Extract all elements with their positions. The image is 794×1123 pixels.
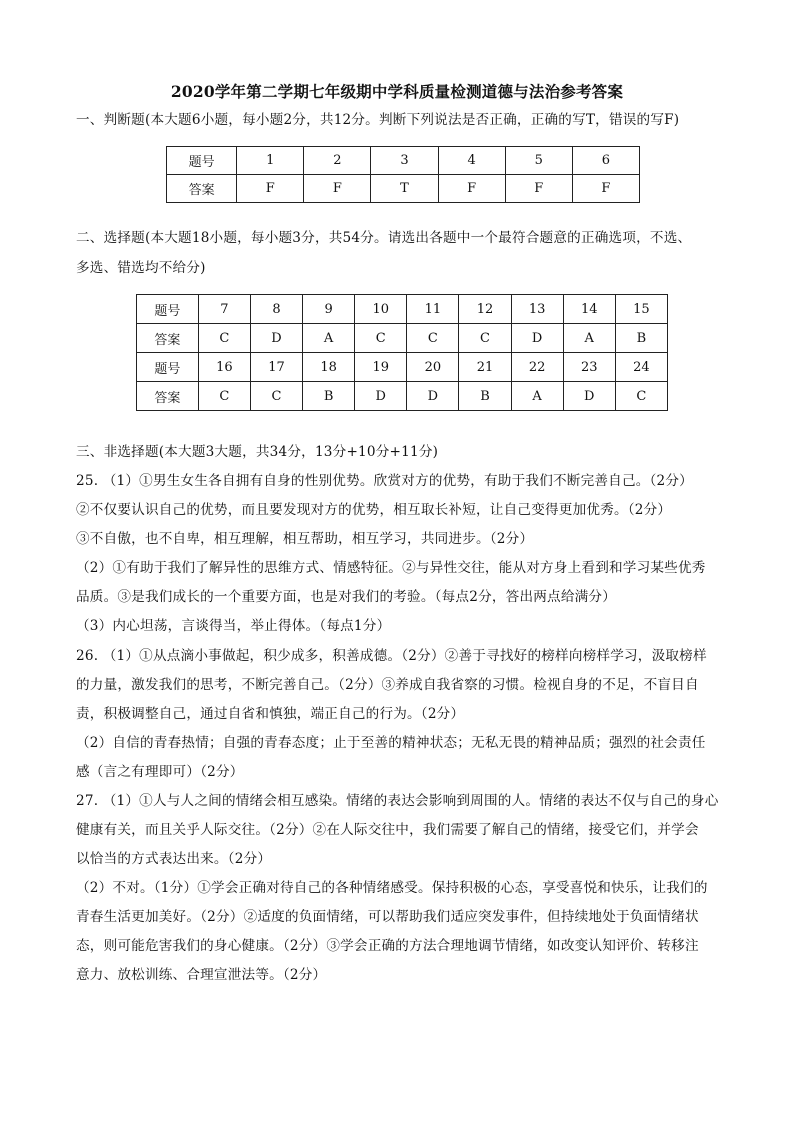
answer-line: ③不自傲，也不自卑，相互理解，相互帮助，相互学习，共同进步。（2分） [76,531,534,547]
question-number: 9 [303,295,355,324]
answer-line: 健康有关，而且关乎人际交往。（2分）②在人际交往中，我们需要了解自己的情绪，接受它们，并学会 [76,822,699,838]
answer-cell: B [459,382,511,411]
answer-line: 感（言之有理即可）（2分） [76,764,244,780]
answer-cell: D [563,382,615,411]
header-label: 题号 [137,353,199,382]
answer-cell: A [511,382,563,411]
answer-cell: F [572,175,639,203]
question-number: 20 [407,353,459,382]
answer-cell: T [371,175,438,203]
answer-cell: F [304,175,371,203]
answer-line: 27. （1）①人与人之间的情绪会相互感染。情绪的表达会影响到周围的人。情绪的表达不仅与自己的身心 [76,793,719,809]
answer-line: 品质。③是我们成长的一个重要方面，也是对我们的考验。（每点2分，答出两点给满分） [76,589,617,605]
answer-cell: F [505,175,572,203]
answer-cell: F [438,175,505,203]
answer-cell: D [511,324,563,353]
header-label: 题号 [137,295,199,324]
question-number: 19 [355,353,407,382]
table-row [137,295,668,324]
section3-heading: 三、非选择题(本大题3大题，共34分，13分+10分+11分) [76,444,439,460]
answer-cell: C [198,382,250,411]
table-row [137,324,668,353]
answer-cell: B [303,382,355,411]
answer-line: 的力量，激发我们的思考，不断完善自己。（2分）③养成自我省察的习惯。检视自身的不足，不盲目自 [76,677,699,693]
answer-line: （2）不对。（1分）①学会正确对待自己的各种情绪感受。保持积极的心态，享受喜悦和快乐，让我们的 [76,880,708,896]
question-number: 3 [371,147,438,175]
question-number: 11 [407,295,459,324]
page-title: 2020学年第二学期七年级期中学科质量检测道德与法治参考答案 [170,82,624,101]
header-label: 题号 [167,147,237,175]
answer-cell: C [615,382,667,411]
answer-line: （2）自信的青春热情；自强的青春态度；止于至善的精神状态；无私无畏的精神品质；强烈的社会责任 [76,735,706,751]
answer-cell: C [198,324,250,353]
question-number: 13 [511,295,563,324]
answer-cell: A [303,324,355,353]
answer-line: 25. （1）①男生女生各自拥有自身的性别优势。欣赏对方的优势，有助于我们不断完善自己。（2分） [76,473,693,489]
answer-line: 态，则可能危害我们的身心健康。（2分）③学会正确的方法合理地调节情绪，如改变认知评价、转移注 [76,938,699,954]
question-number: 5 [505,147,572,175]
question-number: 17 [250,353,302,382]
answer-line: 以恰当的方式表达出来。（2分） [76,851,272,867]
question-number: 18 [303,353,355,382]
multiple-choice-answer-table [136,294,668,411]
answer-cell: A [563,324,615,353]
question-number: 21 [459,353,511,382]
answer-cell: C [250,382,302,411]
answer-line: 意力、放松训练、合理宣泄法等。（2分） [76,967,327,983]
answer-label: 答案 [167,175,237,203]
answer-line: （3）内心坦荡，言谈得当，举止得体。（每点1分） [76,618,391,634]
question-number: 24 [615,353,667,382]
answer-cell: D [355,382,407,411]
section1-heading: 一、判断题(本大题6小题，每小题2分，共12分。判断下列说法是否正确，正确的写T，错误的写F) [76,112,680,128]
answer-line: 26. （1）①从点滴小事做起，积少成多，积善成德。（2分）②善于寻找好的榜样向榜样学习，汲取榜样 [76,648,707,664]
question-number: 7 [198,295,250,324]
table-row [167,175,640,203]
question-number: 2 [304,147,371,175]
question-number: 23 [563,353,615,382]
answer-line: （2）①有助于我们了解异性的思维方式、情感特征。②与异性交往，能从对方身上看到和学习某些优秀 [76,560,706,576]
true-false-answer-table [166,146,640,203]
question-number: 22 [511,353,563,382]
answer-cell: F [237,175,304,203]
question-number: 1 [237,147,304,175]
question-number: 14 [563,295,615,324]
answer-line: 青春生活更加美好。（2分）②适度的负面情绪，可以帮助我们适应突发事件，但持续地处于负面情绪状 [76,909,699,925]
answer-cell: B [615,324,667,353]
answer-label: 答案 [137,324,199,353]
table-row [167,147,640,175]
table-row [137,382,668,411]
section2-heading-line2: 多选、错选均不给分) [76,260,206,276]
table-row [137,353,668,382]
question-number: 12 [459,295,511,324]
question-number: 15 [615,295,667,324]
question-number: 16 [198,353,250,382]
answer-cell: C [355,324,407,353]
answer-cell: D [250,324,302,353]
answer-cell: C [407,324,459,353]
answer-line: 责，积极调整自己，通过自省和慎独，端正自己的行为。（2分） [76,706,465,722]
question-number: 10 [355,295,407,324]
question-number: 4 [438,147,505,175]
answer-label: 答案 [137,382,199,411]
section2-heading-line1: 二、选择题(本大题18小题，每小题3分，共54分。请选出各题中一个最符合题意的正确选项，不选、 [76,230,692,246]
answer-cell: C [459,324,511,353]
answer-cell: D [407,382,459,411]
question-number: 6 [572,147,639,175]
question-number: 8 [250,295,302,324]
answer-line: ②不仅要认识自己的优势，而且要发现对方的优势，相互取长补短，让自己变得更加优秀。（2分） [76,502,672,518]
